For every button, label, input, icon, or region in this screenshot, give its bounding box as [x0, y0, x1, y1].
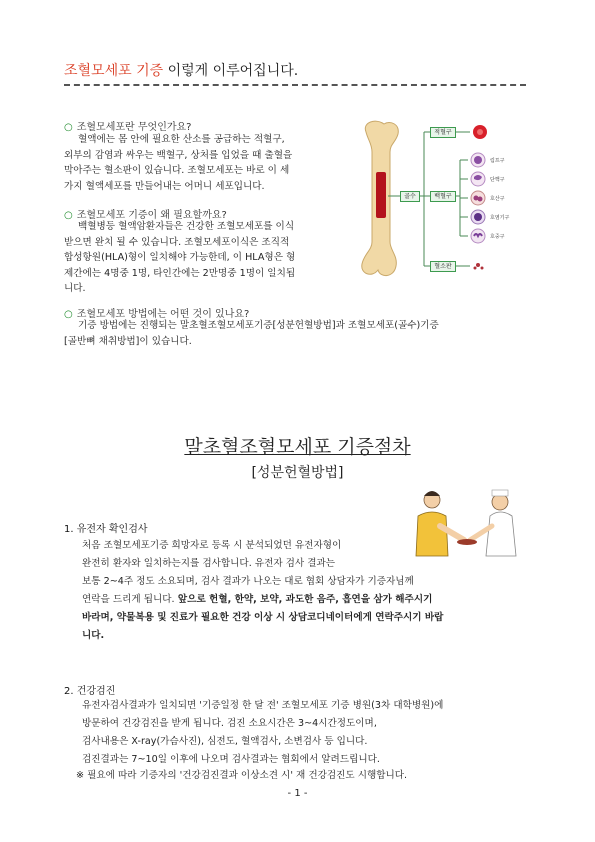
step1-body: 처음 조혈모세포기증 희망자로 등록 시 분석되었던 유전자형이 완전히 환자와 일치하는지를 검사합니다. 유전자 검사 결과는 보통 2~4주 정도 소요되며, 검사 결과가 나오는 대로 협회 상담자가 기증자님께 연락을 드리게 됩니다. 앞으로 헌혈, 한약, 보약, 과도한 음주, 흡연을 삼가 해주시기 바라며, 약물복용 및 진료가 필요한 건강 이상 시 상담코디네이터에게 연락주시기 바랍 니다. — [82, 540, 444, 641]
section2-body: 백혈병등 혈액암환자들은 건강한 조혈모세포를 이식 받으면 완치 될 수 있습니다. 조혈모세포이식은 조직적 합성항원(HLA)형이 일치해야 가능한데, 이 HLA형은 형 제간에는 4명중 1명, 타인간에는 2만명중 1명이 일치됩 니다. — [64, 221, 296, 294]
section3-body: 기증 방법에는 진행되는 말초혈조혈모세포기증[성분헌혈방법]과 조혈모세포(골수)기증 [골반뼈 채취방법]이 있습니다. — [64, 320, 439, 347]
white-cell-label: 백혈구 — [430, 191, 456, 202]
marrow-label: 골수 — [400, 191, 420, 202]
step2-note: ※ 필요에 따라 기증자의 '건강검진결과 이상소견 시' 재 건강검진도 시행합니다. — [76, 770, 408, 781]
step2-heading: 2. 건강검진 — [64, 686, 116, 697]
procedure-title: 말초혈조혈모세포 기증절차 — [184, 436, 411, 458]
wbc-type-label: 호산구 — [490, 196, 505, 202]
section3-heading: ○ 조혈모세포 방법에는 어떤 것이 있나요? — [64, 309, 250, 320]
red-cell-label: 적혈구 — [430, 127, 456, 138]
blood-cell-diagram — [358, 118, 534, 290]
wbc-type-label: 단핵구 — [490, 177, 505, 183]
step1-heading: 1. 유전자 확인검사 — [64, 524, 148, 535]
header-highlight: 조혈모세포 기증 — [64, 63, 164, 79]
section2-heading: ○ 조혈모세포 기증이 왜 필요할까요? — [64, 210, 227, 221]
wbc-type-label: 호중구 — [490, 234, 505, 240]
dashed-divider — [64, 84, 526, 86]
wbc-type-label: 림프구 — [490, 158, 505, 164]
step2-body: 유전자검사결과가 일치되면 '기증일정 한 달 전' 조혈모세포 기증 병원(3차 대학병원)에 방문하여 건강검진을 받게 됩니다. 검진 소요시간은 3~4시간정도이며, 검사내용은 X-ray(가슴사진), 심전도, 혈액검사, 소변검사 등 입니다. 검진결과는 7~10일 이후에 나오며 검사결과는 협회에서 알려드립니다. — [82, 700, 444, 765]
wbc-type-label: 호염기구 — [490, 215, 510, 221]
bullet-circle-icon: ○ — [64, 309, 73, 320]
page-number: - 1 - — [287, 788, 308, 799]
header-rest: 이렇게 이루어집니다. — [163, 63, 299, 79]
bullet-circle-icon: ○ — [64, 210, 73, 221]
bullet-circle-icon: ○ — [64, 122, 73, 133]
section1-heading: ○ 조혈모세포란 무엇인가요? — [64, 122, 192, 133]
section1-body: 혈액에는 몸 안에 필요한 산소를 공급하는 적혈구, 외부의 감염과 싸우는 백혈구, 상처를 입었을 때 출혈을 막아주는 혈소판이 있습니다. 조혈모세포는 바로 이 세 가지 혈액세포를 만들어내는 어머니 세포입니다. — [64, 134, 293, 192]
platelet-label: 혈소판 — [430, 261, 456, 272]
procedure-subtitle: [성분헌혈방법] — [251, 465, 344, 481]
page-header — [64, 60, 298, 80]
